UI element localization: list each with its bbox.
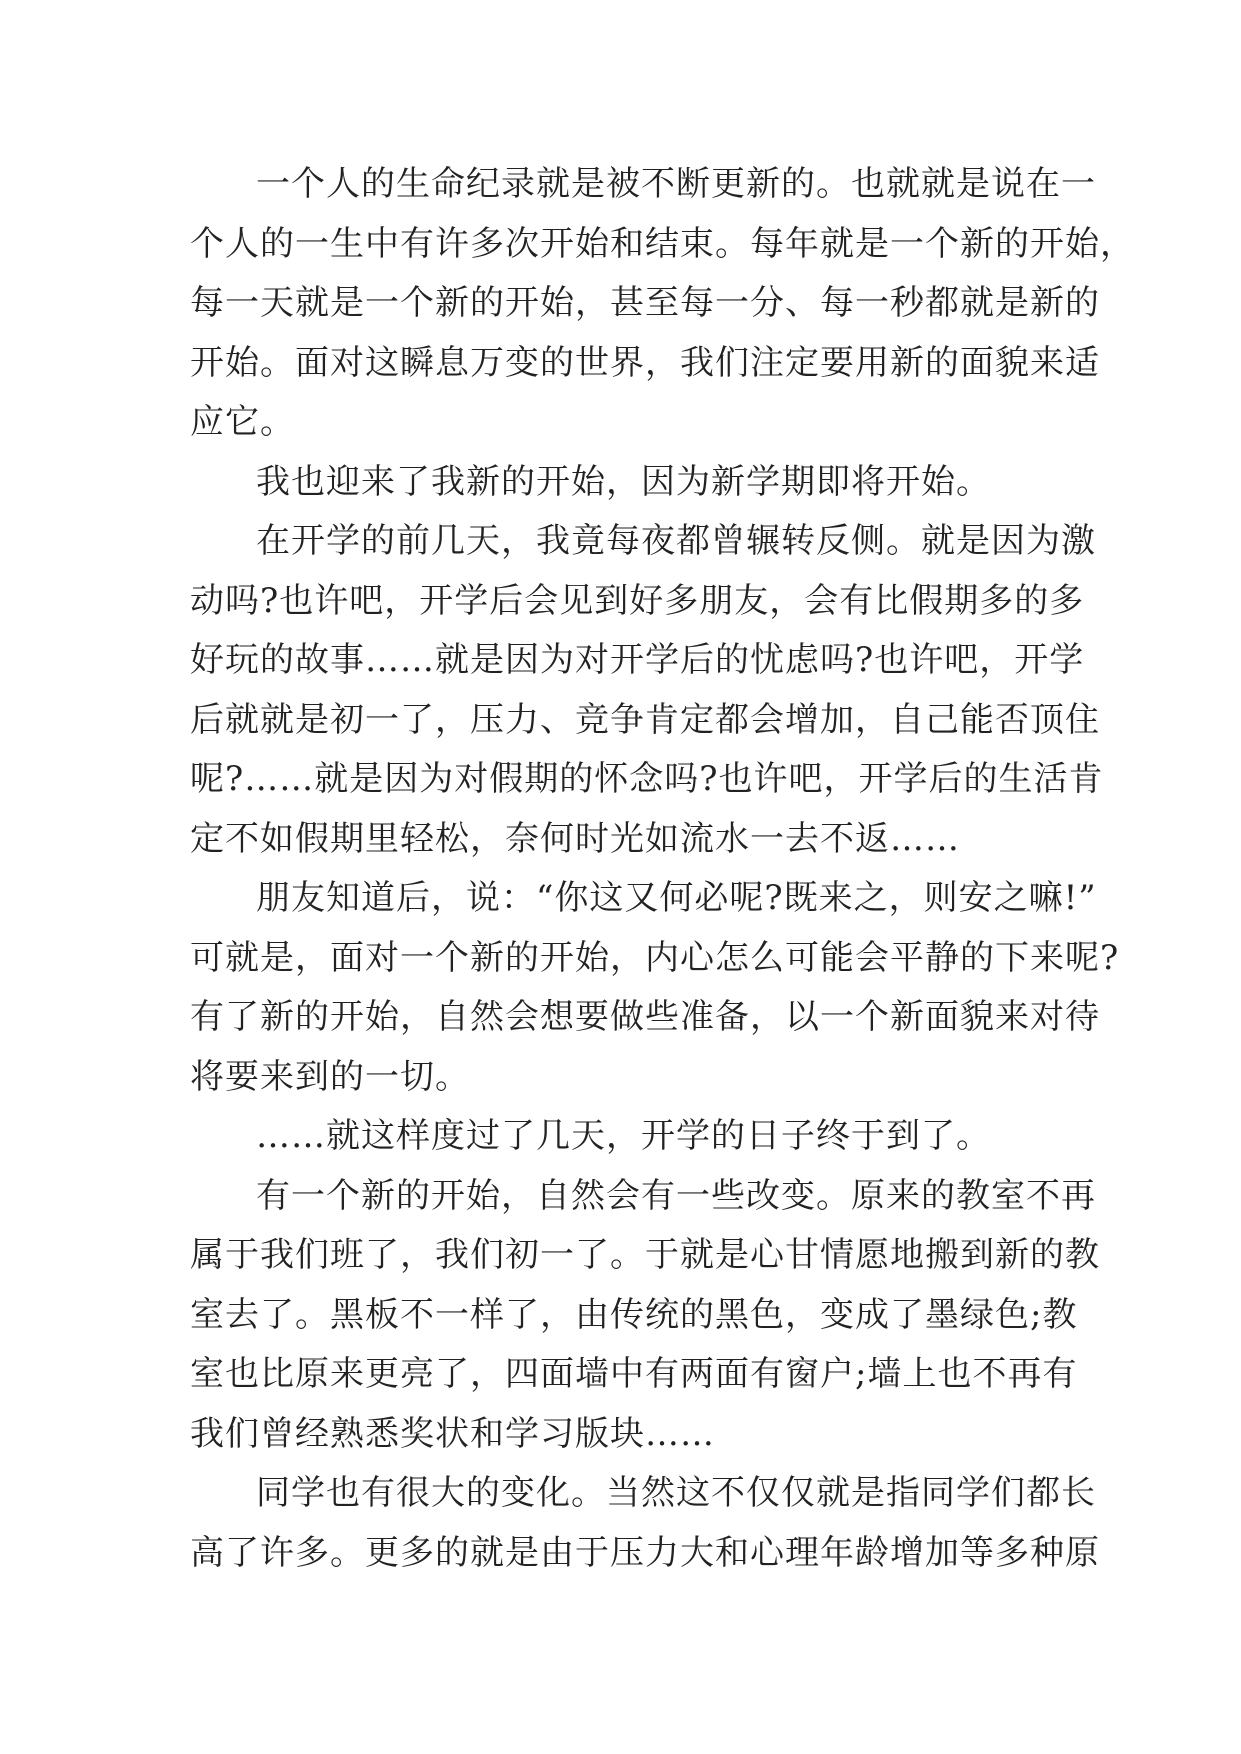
text-line: 呢?……就是因为对假期的怀念吗?也许吧，开学后的生活肯 — [190, 759, 1104, 799]
text-line: 好玩的故事……就是因为对开学后的忧虑吗?也许吧，开学 — [190, 640, 1085, 680]
text-line: 我也迎来了我新的开始，因为新学期即将开始。 — [256, 461, 991, 502]
text-line: 一个人的生命纪录就是被不断更新的。也就就是说在一 — [256, 164, 1096, 204]
text-line: ……就这样度过了几天，开学的日子终于到了。 — [256, 1116, 991, 1156]
text-line: 开始。面对这瞬息万变的世界，我们注定要用新的面貌来适 — [190, 342, 1100, 383]
text-line: 有了新的开始，自然会想要做些准备，以一个新面貌来对待 — [190, 997, 1100, 1037]
text-line: 可就是，面对一个新的开始，内心怎么可能会平静的下来呢? — [190, 937, 1120, 978]
text-line: 室也比原来更亮了，四面墙中有两面有窗户;墙上也不再有 — [190, 1354, 1078, 1394]
text-line: 动吗?也许吧，开学后会见到好多朋友，会有比假期多的多 — [190, 580, 1085, 621]
text-line: 朋友知道后，说：“你这又何必呢?既来之，则安之嘛!” — [256, 878, 1097, 918]
text-line: 将要来到的一切。 — [190, 1056, 470, 1097]
text-line: 属于我们班了，我们初一了。于就是心甘情愿地搬到新的教 — [190, 1235, 1100, 1275]
text-line: 应它。 — [190, 402, 295, 442]
text-line: 室去了。黑板不一样了，由传统的黑色，变成了墨绿色;教 — [190, 1294, 1078, 1335]
text-line: 同学也有很大的变化。当然这不仅仅就是指同学们都长 — [256, 1473, 1096, 1513]
text-line: 高了许多。更多的就是由于压力大和心理年龄增加等多种原 — [190, 1532, 1100, 1573]
text-line: 有一个新的开始，自然会有一些改变。原来的教室不再 — [256, 1175, 1096, 1216]
text-line: 在开学的前几天，我竟每夜都曾辗转反侧。就是因为激 — [256, 521, 1096, 561]
essay-body — [190, 155, 1135, 1583]
text-line: 我们曾经熟悉奖状和学习版块…… — [190, 1413, 715, 1454]
text-line: 定不如假期里轻松，奈何时光如流水一去不返…… — [190, 818, 960, 859]
text-line: 个人的一生中有许多次开始和结束。每年就是一个新的开始， — [190, 223, 1135, 264]
text-line: 后就就是初一了，压力、竞争肯定都会增加，自己能否顶住 — [190, 699, 1100, 740]
text-line: 每一天就是一个新的开始，甚至每一分、每一秒都就是新的 — [190, 283, 1100, 323]
